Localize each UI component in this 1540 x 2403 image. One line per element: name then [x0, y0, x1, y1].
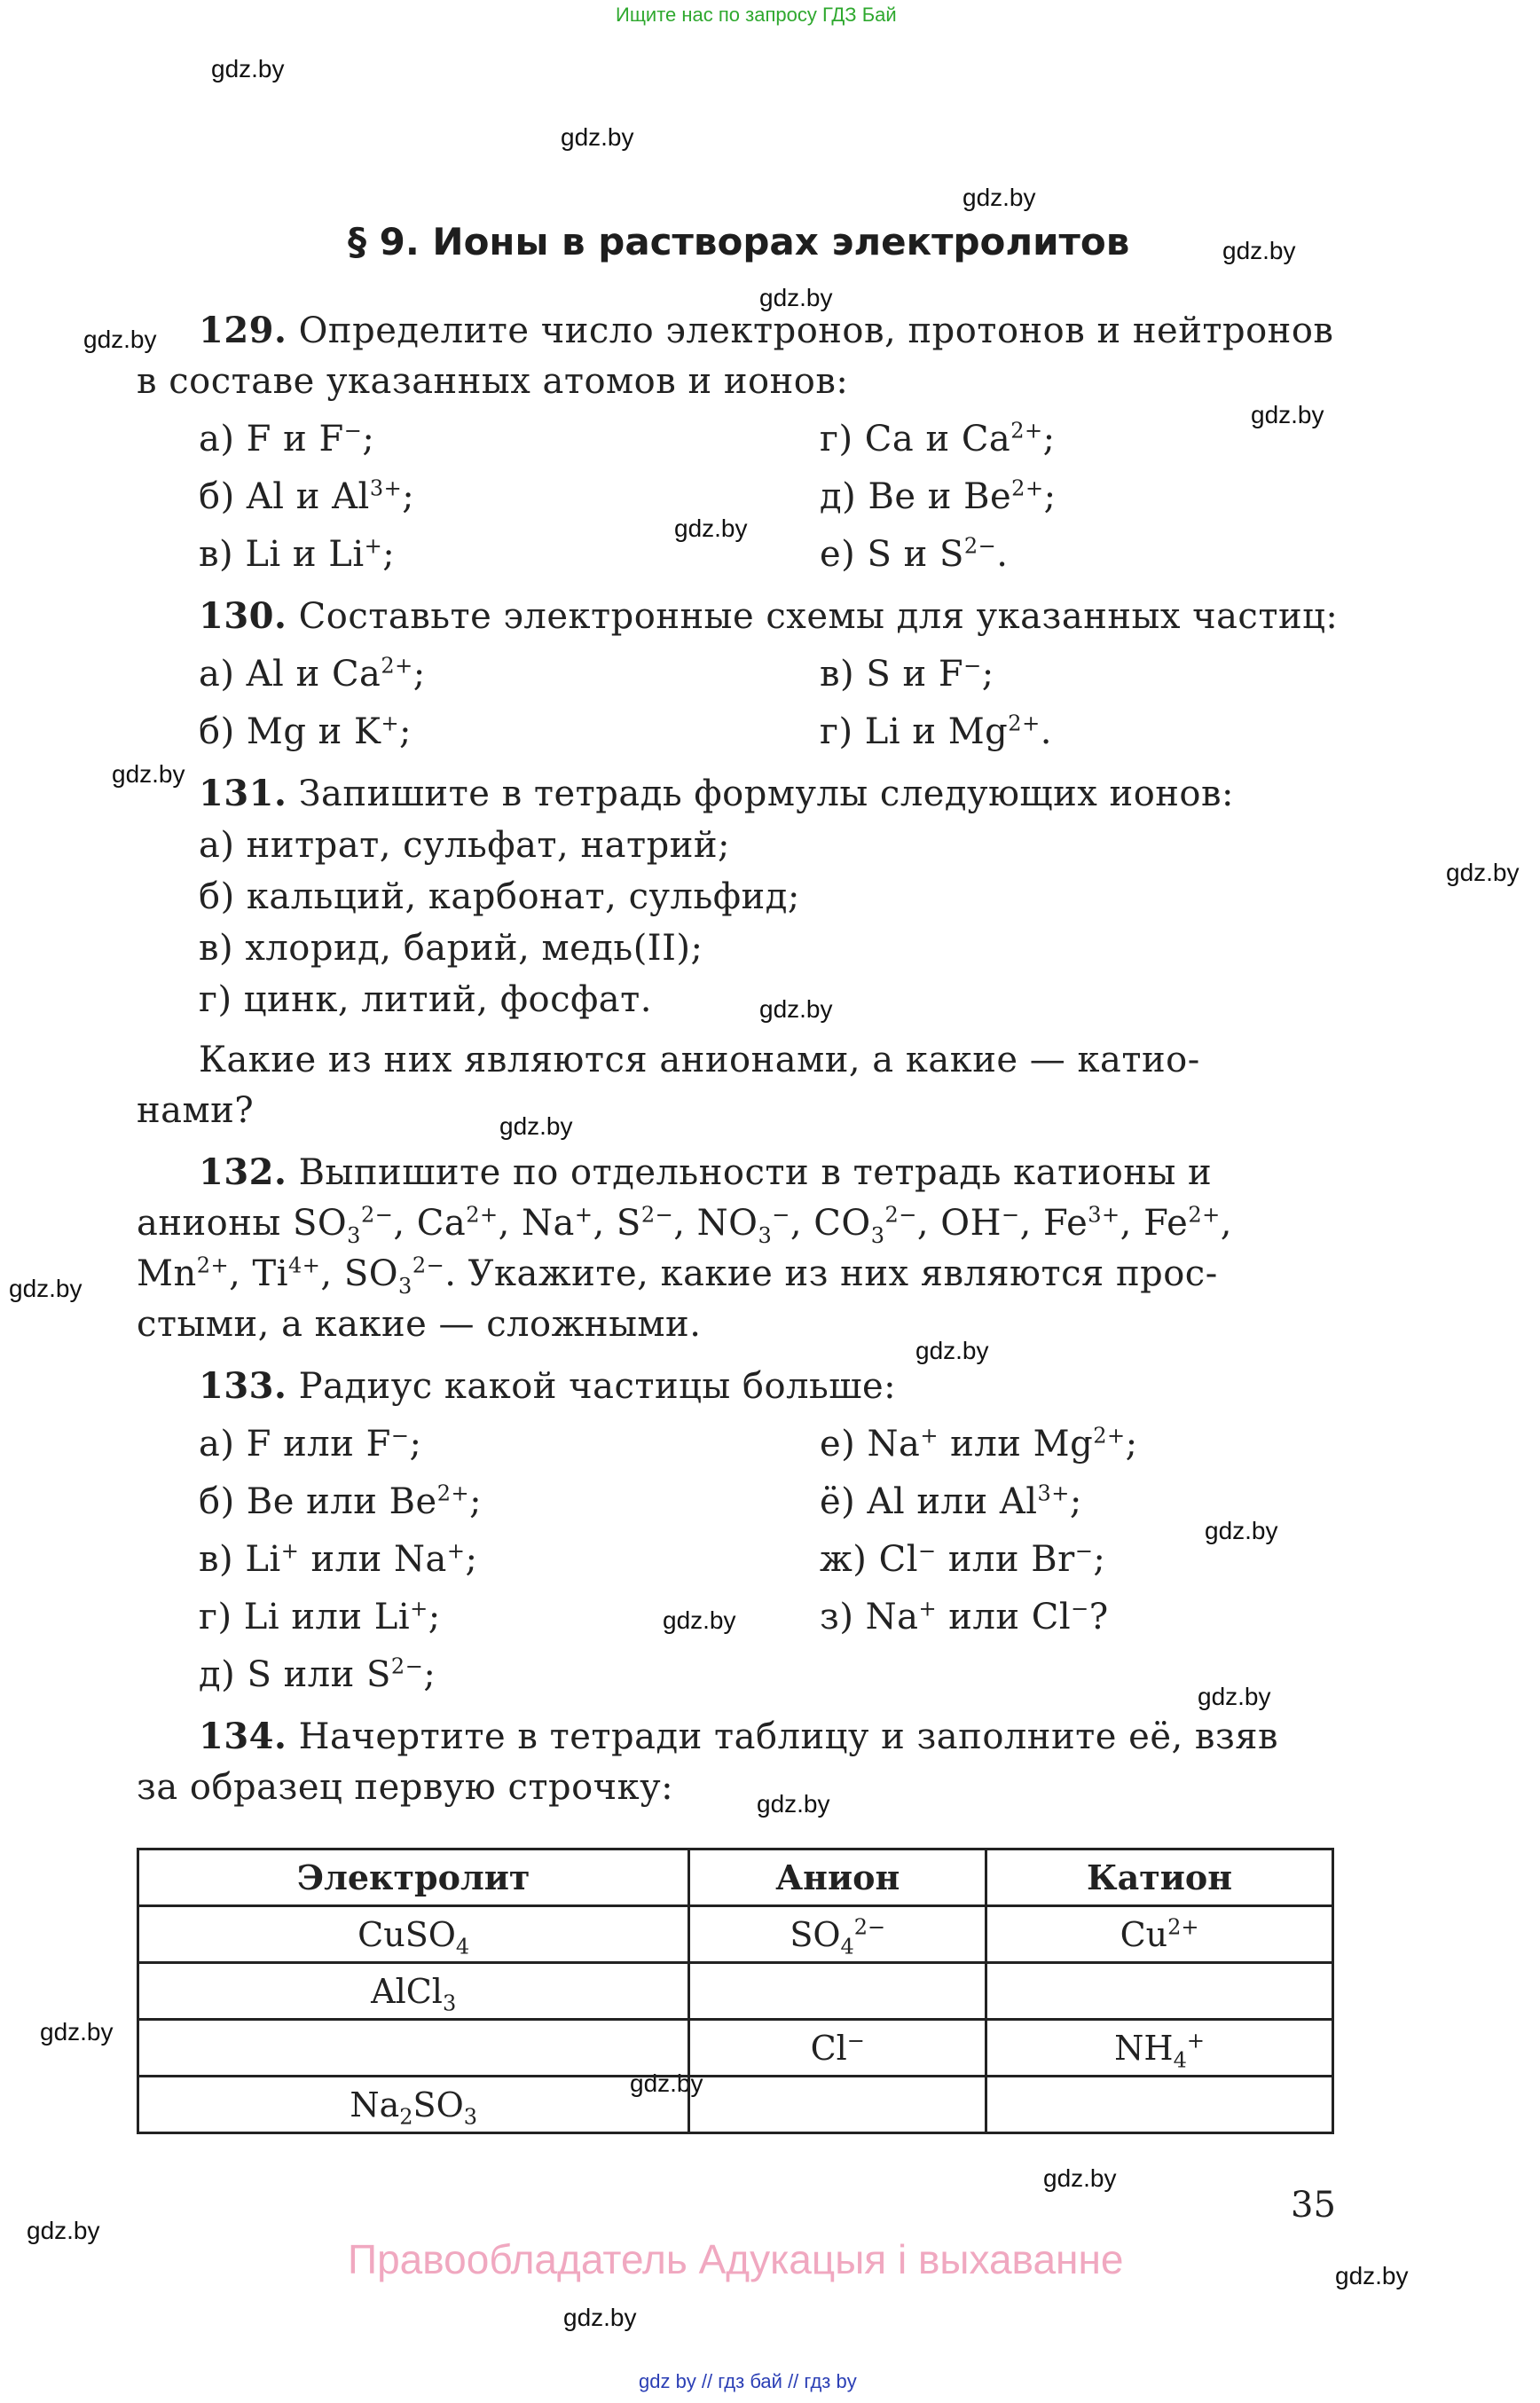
task-133-d: д) S или $S^{2-}$;	[199, 1653, 436, 1695]
task-number: 130.	[199, 595, 287, 637]
watermark: gdz.by	[1043, 2164, 1117, 2192]
charge: −	[963, 653, 982, 679]
item-text: г) Ca и Ca	[820, 419, 1011, 459]
task-131-line1	[199, 769, 1234, 819]
task-text: Радиус какой частицы больше:	[287, 1366, 897, 1407]
charge: 3+	[369, 475, 403, 501]
charge: +	[364, 533, 383, 559]
section-title: § 9. Ионы в растворах электролитов	[348, 220, 1130, 263]
header-cation: Катион	[986, 1849, 1333, 1906]
watermark: gdz.by	[1251, 401, 1324, 428]
watermark: gdz.by	[759, 284, 833, 311]
task-129-line2: в составе указанных атомов и ионов:	[137, 361, 849, 402]
watermark: gdz.by	[561, 123, 634, 151]
charge: 2+	[1011, 475, 1044, 501]
task-number: 129.	[199, 310, 287, 351]
watermark: gdz.by	[630, 2069, 703, 2097]
item-text: а) Al и Ca	[199, 654, 381, 695]
task-number: 132.	[199, 1151, 287, 1193]
table-cell: $Na_2SO_3$	[138, 2077, 689, 2133]
electrolyte-table	[137, 1848, 1334, 2134]
task-132-line1	[199, 1148, 1212, 1198]
task-131-question1: Какие из них являются анионами, а какие — катио-	[199, 1040, 1200, 1080]
watermark: gdz.by	[9, 1275, 82, 1302]
table-cell	[138, 2020, 689, 2077]
charge: +	[381, 711, 400, 736]
watermark: gdz.by	[674, 514, 748, 542]
item-text: д) Be и Be	[820, 476, 1012, 517]
task-133-g: г) Li или Li+;	[199, 1596, 441, 1637]
page-number: 35	[1291, 2185, 1336, 2226]
watermark: gdz.by	[757, 1790, 830, 1818]
header-anion: Анион	[689, 1849, 986, 1906]
item-text: в) S и F	[820, 654, 964, 695]
table-cell: AlCl$_3$	[138, 1963, 689, 2020]
watermark: gdz.by	[1205, 1517, 1278, 1544]
charge: 2+	[381, 653, 413, 679]
watermark: gdz.by	[759, 995, 833, 1023]
task-129-d: д) Be и $Be^{2+}$;	[820, 475, 1057, 517]
task-130-line1	[199, 592, 1338, 641]
task-130-g: г) Li и $Mg^{2+}$.	[820, 711, 1052, 752]
watermark: gdz.by	[1335, 2262, 1409, 2289]
task-129-g: г) Ca и $Ca^{2+}$;	[820, 418, 1056, 459]
charge: 2−	[963, 533, 997, 559]
task-130-b: б) Mg и K+;	[199, 711, 412, 752]
item-text: в) Li и Li	[199, 534, 365, 575]
task-130-a: а) Al и $Ca^{2+}$;	[199, 653, 426, 695]
task-number: 133.	[199, 1365, 287, 1407]
table-row	[138, 2077, 1333, 2133]
table-row	[138, 1963, 1333, 2020]
task-number: 131.	[199, 773, 287, 814]
table-cell: $NH_4^+$	[986, 2020, 1333, 2077]
task-129-b: б) Al и $Al^{3+}$;	[199, 475, 415, 517]
task-133-yo: ё) Al или $Al^{3+}$;	[820, 1480, 1082, 1522]
table-cell	[986, 1963, 1333, 2020]
task-129-e: е) S и $S^{2-}$.	[820, 533, 1009, 575]
item-text: е) S и S	[820, 534, 964, 575]
task-133-zh: ж) Cl− или Br−;	[820, 1538, 1106, 1580]
task-133-a: а) F или F−;	[199, 1423, 422, 1465]
task-132-line4: стыми, а какие — сложными.	[137, 1304, 702, 1345]
table-cell: $SO_4^{2-}$	[689, 1906, 986, 1963]
watermark: gdz.by	[915, 1337, 989, 1364]
watermark: gdz.by	[499, 1112, 573, 1140]
task-132-line3: $Mn^{2+}$, $Ti^{4+}$, $SO_3^{2-}$. Укажите, какие из них являются прос-	[137, 1253, 1218, 1299]
table-cell	[689, 2077, 986, 2133]
task-133-line1	[199, 1362, 896, 1411]
watermark: gdz.by	[563, 2304, 637, 2331]
task-133-e: е) Na+ или $Mg^{2+}$;	[820, 1423, 1138, 1465]
watermark: gdz.by	[1446, 859, 1520, 886]
table-header-row	[138, 1849, 1333, 1906]
watermark: gdz.by	[1222, 237, 1296, 264]
table-row	[138, 2020, 1333, 2077]
task-text: Составьте электронные схемы для указанных частиц:	[287, 596, 1339, 637]
task-text: Запишите в тетрадь формулы следующих ионов:	[287, 774, 1235, 814]
charge: −	[343, 418, 363, 444]
task-number: 134.	[199, 1716, 287, 1757]
task-134-line2: за образец первую строчку:	[137, 1767, 674, 1808]
table-cell	[689, 1963, 986, 2020]
item-text: б) Al и Al	[199, 476, 370, 517]
header-electrolyte: Электролит	[138, 1849, 689, 1906]
table-row	[138, 1906, 1333, 1963]
watermark: gdz.by	[83, 326, 157, 353]
task-133-z: з) Na+ или Cl−?	[820, 1596, 1109, 1637]
task-131-v: в) хлорид, барий, медь(II);	[199, 928, 703, 969]
table-cell: Cl−	[689, 2020, 986, 2077]
table-cell: $Cu^{2+}$	[986, 1906, 1333, 1963]
watermark: gdz.by	[1198, 1683, 1271, 1710]
task-129-line1	[199, 306, 1333, 356]
task-132-line2: анионы $SO_3^{2-}$, $Ca^{2+}$, Na+, $S^{2-}$, $NO_3^-$, $CO_3^{2-}$, OH−, $Fe^{3+}$, $Fe^{2+}$,	[137, 1202, 1232, 1248]
watermark: gdz.by	[40, 2018, 114, 2046]
charge: 2+	[1008, 711, 1041, 736]
task-133-v: в) Li+ или Na+;	[199, 1538, 478, 1580]
item-text: а) F и F	[199, 419, 344, 459]
task-131-question2: нами?	[137, 1090, 255, 1131]
watermark: gdz.by	[663, 1606, 736, 1634]
task-text: Начертите в тетради таблицу и заполните её, взяв	[287, 1716, 1279, 1757]
watermark: gdz.by	[27, 2217, 100, 2244]
task-129-v: в) Li и Li+;	[199, 533, 396, 575]
table-cell: CuSO$_4$	[138, 1906, 689, 1963]
footer-links[interactable]: gdz by // гдз бай // гдз by	[639, 2370, 857, 2392]
watermark: gdz.by	[211, 55, 285, 82]
task-129-a: а) F и F−;	[199, 418, 375, 459]
watermark: gdz.by	[112, 760, 185, 788]
item-text: г) Li и Mg	[820, 711, 1009, 752]
watermark: gdz.by	[962, 184, 1036, 211]
item-text: б) Mg и K	[199, 711, 381, 752]
task-text: Определите число электронов, протонов и нейтронов	[287, 310, 1334, 351]
rights-holder: Правообладатель Адукацыя і выхаванне	[348, 2236, 1124, 2282]
top-banner[interactable]: Ищите нас по запросу ГДЗ Бай	[616, 4, 897, 26]
task-130-v: в) S и F−;	[820, 653, 994, 695]
task-134-line1	[199, 1712, 1278, 1762]
task-133-b: б) Be или $Be^{2+}$;	[199, 1480, 483, 1522]
task-131-g: г) цинк, литий, фосфат.	[199, 979, 652, 1020]
charge: 2+	[1010, 418, 1043, 444]
task-131-a: а) нитрат, сульфат, натрий;	[199, 825, 731, 866]
table-cell	[986, 2077, 1333, 2133]
task-131-b: б) кальций, карбонат, сульфид;	[199, 876, 800, 917]
task-text: Выпишите по отдельности в тетрадь катионы и	[287, 1152, 1213, 1193]
